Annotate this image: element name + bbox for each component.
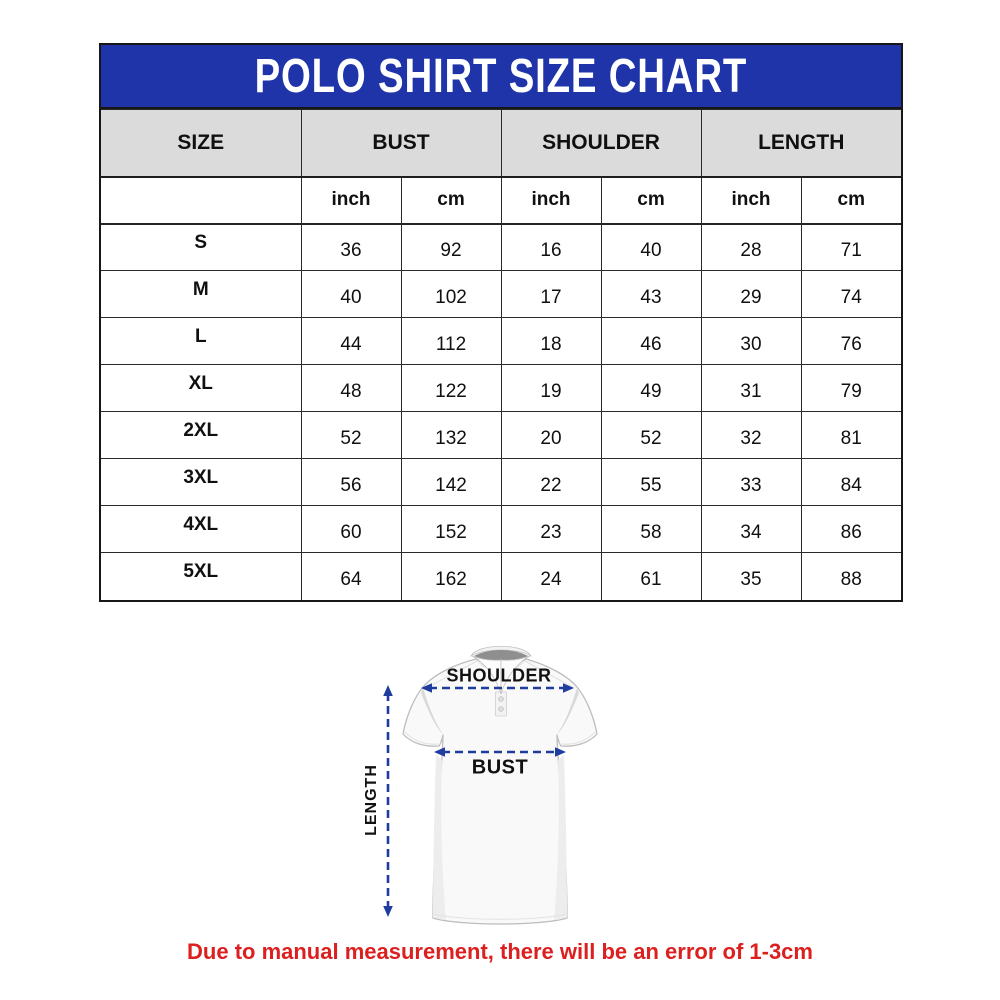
value-cell: 86 [801,506,901,553]
value-cell: 35 [701,553,801,600]
length-measure-label: LENGTH [363,764,380,836]
value-cell: 30 [701,318,801,365]
column-header-length: LENGTH [701,110,901,177]
button [499,707,504,712]
value-cell: 58 [601,506,701,553]
value-cell: 56 [301,459,401,506]
table-units-row [101,177,901,224]
table-row [101,318,901,365]
value-cell: 19 [501,365,601,412]
table-row [101,506,901,553]
unit-cell: inch [301,177,401,224]
value-cell: 74 [801,271,901,318]
chart-title-bar [101,45,901,109]
shoulder-measure-label: SHOULDER [446,665,552,686]
size-label: S [101,224,301,271]
value-cell: 28 [701,224,801,271]
value-cell: 132 [401,412,501,459]
value-cell: 64 [301,553,401,600]
value-cell: 34 [701,506,801,553]
table-row [101,553,901,600]
value-cell: 40 [301,271,401,318]
value-cell: 31 [701,365,801,412]
unit-cell: cm [801,177,901,224]
table-row [101,412,901,459]
button [499,697,504,702]
value-cell: 60 [301,506,401,553]
value-cell: 52 [301,412,401,459]
unit-cell: cm [401,177,501,224]
value-cell: 55 [601,459,701,506]
value-cell: 46 [601,318,701,365]
table-row [101,224,901,271]
value-cell: 24 [501,553,601,600]
size-chart-table [101,109,901,600]
unit-cell: inch [501,177,601,224]
value-cell: 49 [601,365,701,412]
column-header-bust: BUST [301,110,501,177]
value-cell: 102 [401,271,501,318]
table-row [101,271,901,318]
value-cell: 33 [701,459,801,506]
length-arrow [383,685,393,917]
column-header-size: SIZE [101,110,301,177]
size-label: L [101,318,301,365]
value-cell: 88 [801,553,901,600]
measurement-error-note: Due to manual measurement, there will be an error of 1-3cm [187,939,813,964]
value-cell: 36 [301,224,401,271]
value-cell: 17 [501,271,601,318]
value-cell: 48 [301,365,401,412]
value-cell: 23 [501,506,601,553]
size-label: 2XL [101,412,301,459]
value-cell: 20 [501,412,601,459]
size-label: 5XL [101,553,301,600]
chart-title: POLO SHIRT SIZE CHART [254,49,748,103]
unit-cell: inch [701,177,801,224]
size-label: XL [101,365,301,412]
unit-cell-empty [101,177,301,224]
value-cell: 43 [601,271,701,318]
value-cell: 84 [801,459,901,506]
column-header-shoulder: SHOULDER [501,110,701,177]
value-cell: 52 [601,412,701,459]
value-cell: 112 [401,318,501,365]
table-row [101,365,901,412]
value-cell: 32 [701,412,801,459]
unit-cell: cm [601,177,701,224]
value-cell: 142 [401,459,501,506]
measurement-diagram [330,635,670,935]
value-cell: 22 [501,459,601,506]
value-cell: 152 [401,506,501,553]
size-label: M [101,271,301,318]
value-cell: 122 [401,365,501,412]
value-cell: 16 [501,224,601,271]
value-cell: 61 [601,553,701,600]
value-cell: 71 [801,224,901,271]
value-cell: 162 [401,553,501,600]
value-cell: 18 [501,318,601,365]
value-cell: 29 [701,271,801,318]
bust-measure-label: BUST [471,756,529,779]
size-label: 3XL [101,459,301,506]
size-chart [99,43,903,602]
value-cell: 81 [801,412,901,459]
value-cell: 92 [401,224,501,271]
value-cell: 76 [801,318,901,365]
value-cell: 79 [801,365,901,412]
value-cell: 40 [601,224,701,271]
placket [496,692,507,716]
table-group-header-row [101,110,901,177]
size-label: 4XL [101,506,301,553]
table-row [101,459,901,506]
value-cell: 44 [301,318,401,365]
